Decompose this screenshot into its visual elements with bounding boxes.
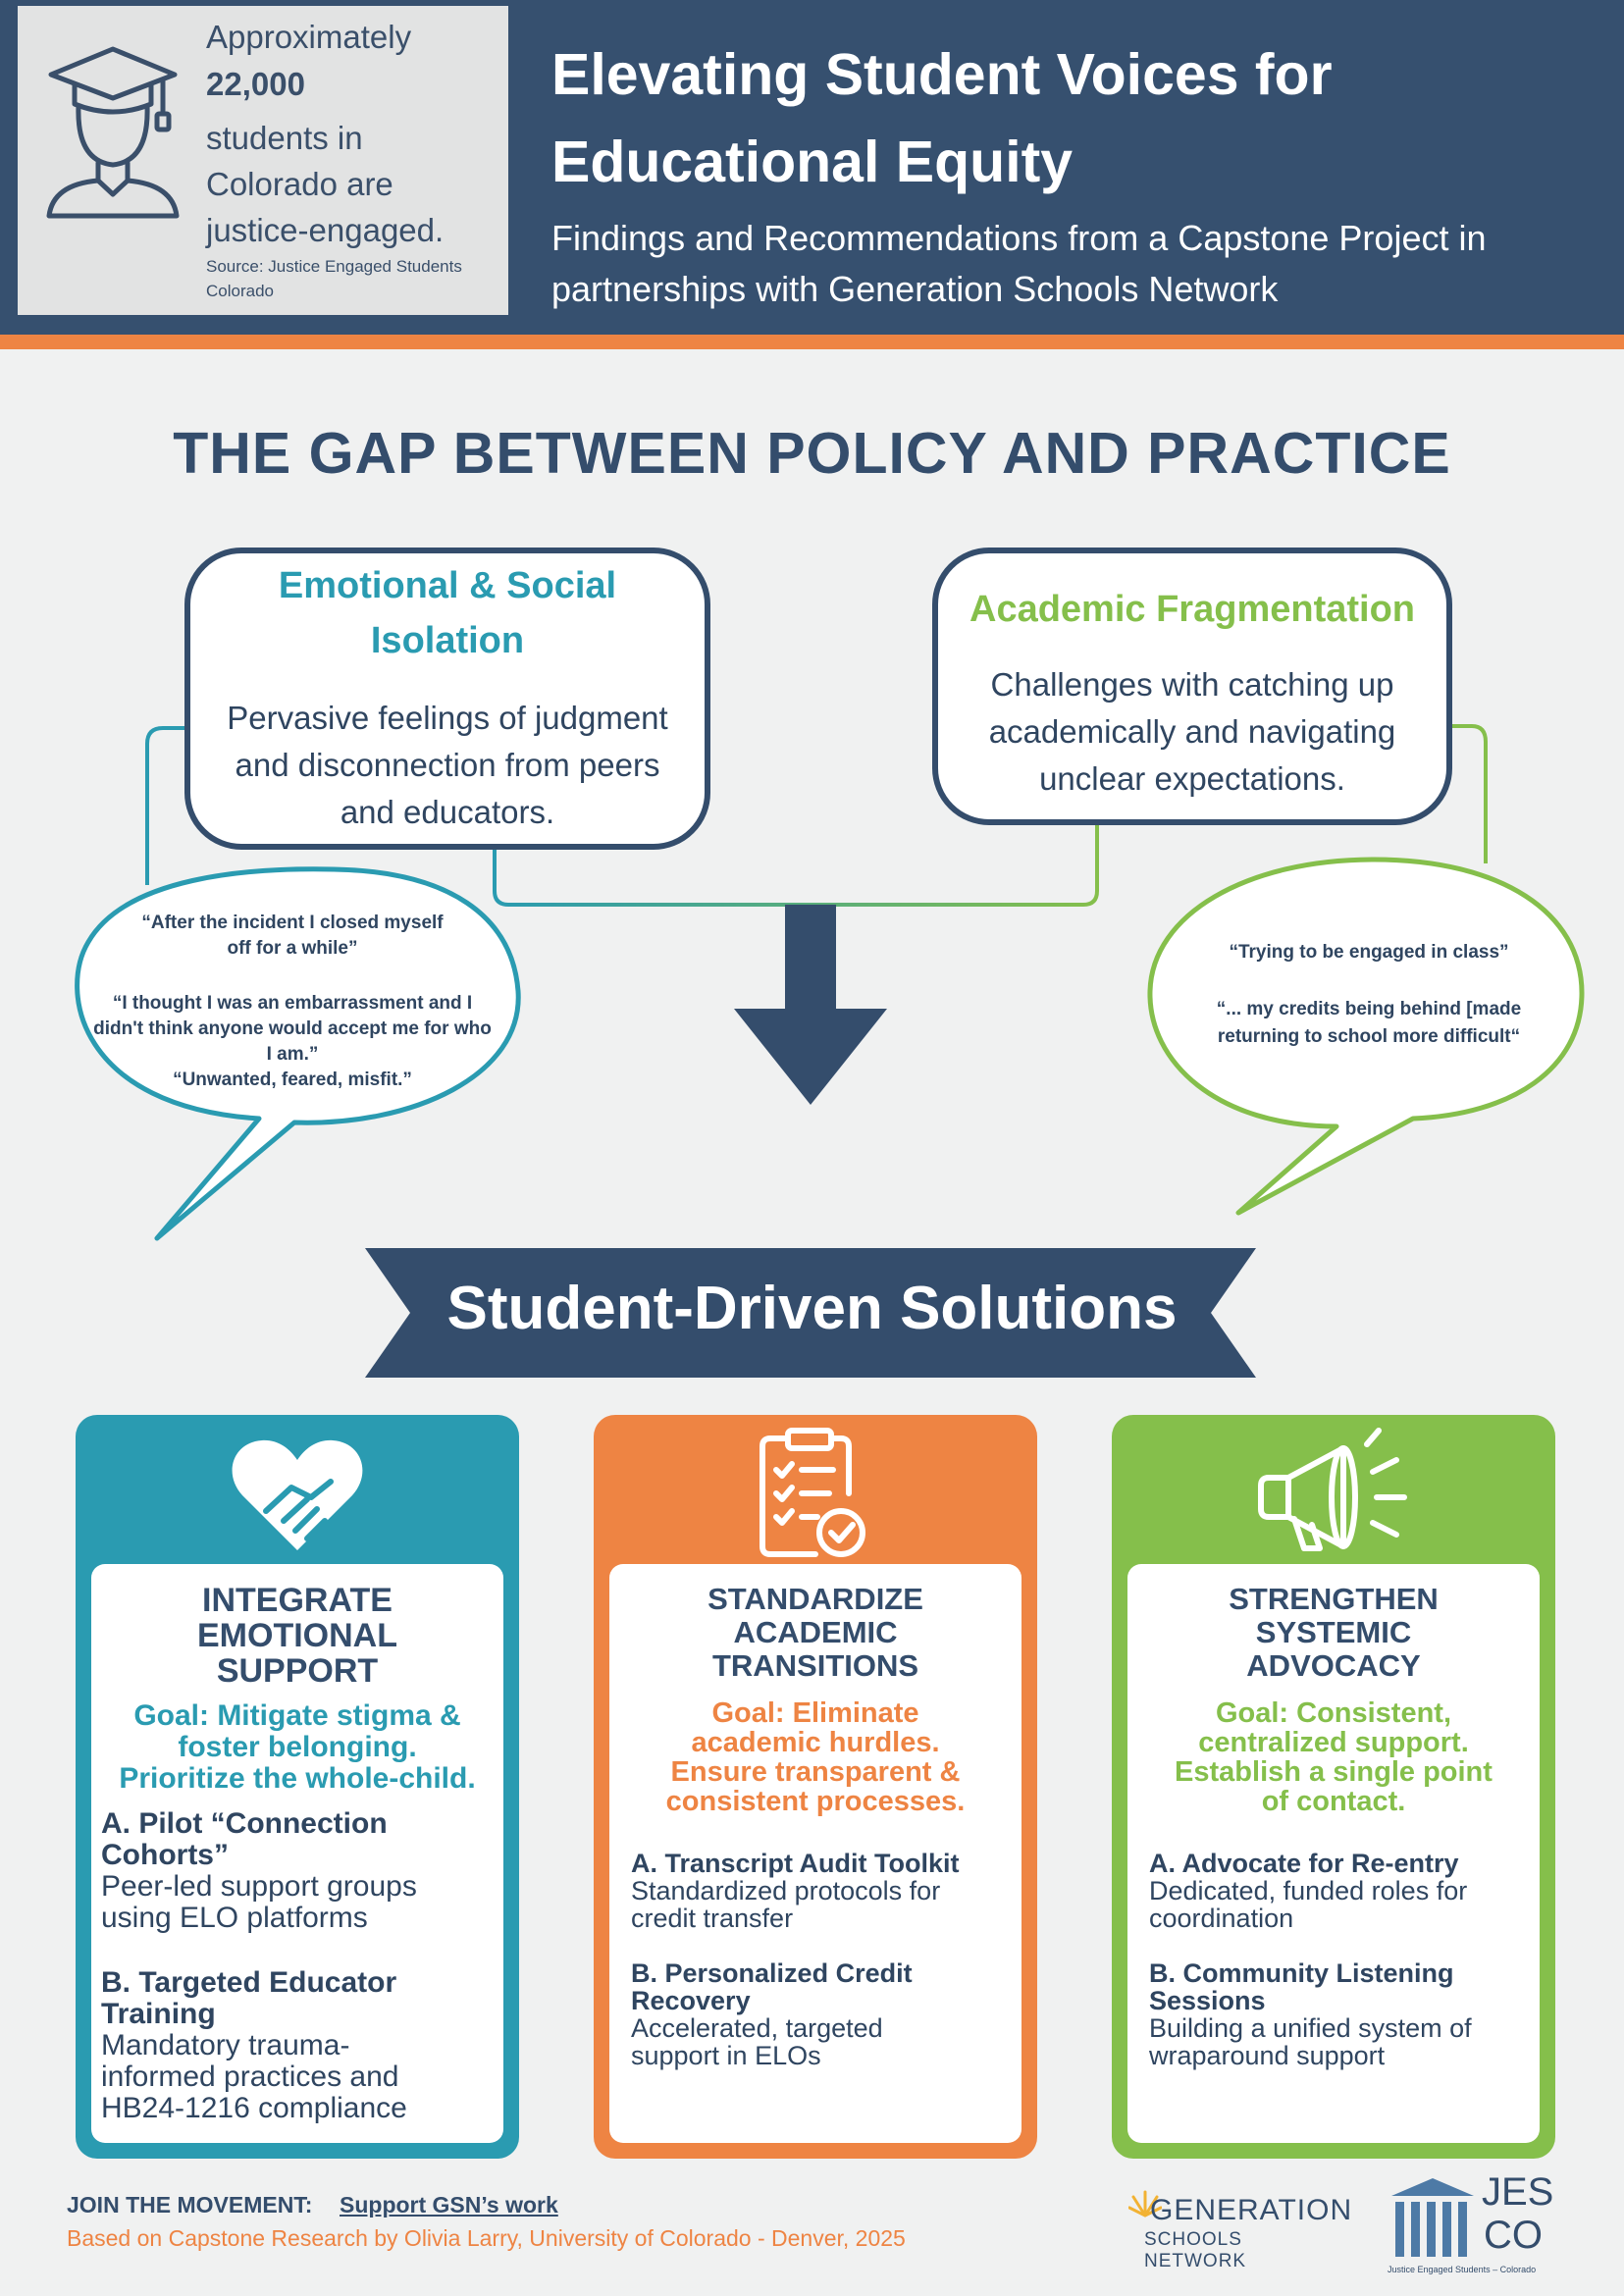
left-quote-1: “After the incident I closed myself (141, 913, 444, 933)
card-academic-fragmentation (932, 548, 1452, 825)
gsn-logo-line-1: GENERATION (1150, 2194, 1353, 2226)
item-b-text-2: support in ELOs (631, 2041, 821, 2070)
solution-goal-line-2: centralized support. (1198, 1727, 1469, 1758)
solution-heading-line-1: STRENGTHEN (1229, 1582, 1439, 1616)
item-b-title-2: Training (101, 1998, 216, 2030)
card-title-line-1: Emotional & Social (278, 565, 617, 606)
jesco-logo-line-1: JES (1482, 2170, 1554, 2214)
solution-heading-line-3: SUPPORT (216, 1652, 379, 1690)
stat-line-5: justice-engaged. (206, 212, 445, 248)
item-b-text-1: Mandatory trauma- (101, 2029, 350, 2061)
support-gsn-link[interactable]: Support GSN’s work (340, 2192, 558, 2218)
solution-heading-line-2: ACADEMIC (733, 1615, 898, 1649)
item-a-text-1: Peer-led support groups (101, 1870, 417, 1903)
left-quote-4: didn't think anyone would accept me for who (93, 1018, 492, 1039)
join-movement-label: JOIN THE MOVEMENT: (67, 2192, 313, 2218)
solution-goal-line-3: Ensure transparent & (670, 1756, 961, 1788)
solution-card-advocacy (1112, 1415, 1555, 2159)
stat-number: 22,000 (206, 66, 305, 102)
down-arrow-icon (734, 905, 887, 1105)
solution-card-body (91, 1564, 503, 2143)
megaphone-icon (1249, 1427, 1416, 1564)
item-a-text-2: coordination (1149, 1904, 1294, 1933)
card-text-line-3: and educators. (340, 794, 555, 830)
card-text-line-1: Challenges with catching up (990, 666, 1394, 703)
item-b-text-1: Accelerated, targeted (631, 2013, 883, 2043)
right-quote-1: “Trying to be engaged in class” (1229, 942, 1509, 963)
solution-goal-line-1: Goal: Eliminate (711, 1697, 919, 1729)
stat-line-3: students in (206, 120, 363, 156)
card-title-line-2: Isolation (370, 620, 525, 661)
stat-line-1: Approximately (206, 19, 412, 55)
solution-heading-line-3: TRANSITIONS (711, 1648, 919, 1683)
right-quote-2: “... my credits being behind [made (1216, 999, 1522, 1019)
stat-source-2: Colorado (206, 282, 274, 300)
research-credit: Based on Capstone Research by Olivia Larry, University of Colorado - Denver, 2025 (67, 2225, 906, 2251)
item-a-text-2: credit transfer (631, 1904, 794, 1933)
solution-goal-line-3: Establish a single point (1175, 1756, 1493, 1788)
gsn-logo-line-2: SCHOOLS NETWORK (1144, 2229, 1247, 2271)
item-a-title-1: A. Transcript Audit Toolkit (631, 1849, 960, 1878)
item-b-title-2: Recovery (631, 1986, 751, 2015)
jesco-tagline: Justice Engaged Students – Colorado (1388, 2265, 1537, 2274)
solution-card-body (609, 1564, 1022, 2143)
page-title-line-2: Educational Equity (551, 130, 1074, 194)
item-b-title-1: B. Community Listening (1149, 1958, 1454, 1988)
subtitle-line-1: Findings and Recommendations from a Capstone Project in (551, 218, 1487, 258)
solution-goal-line-4: of contact. (1261, 1786, 1406, 1817)
solution-goal-line-3: Prioritize the whole-child. (119, 1762, 476, 1795)
solution-heading-line-3: ADVOCACY (1246, 1648, 1421, 1683)
gsn-logo (1128, 2188, 1353, 2271)
item-b-text-3: HB24-1216 compliance (101, 2092, 407, 2124)
item-b-text-1: Building a unified system of (1149, 2013, 1472, 2043)
right-quote-3: returning to school more difficult“ (1217, 1026, 1521, 1047)
card-text-line-2: and disconnection from peers (235, 747, 660, 783)
item-a-title-2: Cohorts” (101, 1839, 229, 1871)
item-b-text-2: informed practices and (101, 2061, 399, 2093)
item-a-text-1: Standardized protocols for (631, 1876, 941, 1905)
solution-heading-line-2: SYSTEMIC (1255, 1615, 1412, 1649)
item-b-title-2: Sessions (1149, 1986, 1266, 2015)
solution-goal-line-1: Goal: Consistent, (1215, 1697, 1452, 1729)
page-title-line-1: Elevating Student Voices for (551, 42, 1333, 107)
gap-heading: THE GAP BETWEEN POLICY AND PRACTICE (173, 421, 1451, 486)
item-b-text-2: wraparound support (1149, 2041, 1386, 2070)
card-emotional-isolation (184, 548, 710, 850)
clipboard-check-icon (751, 1425, 868, 1562)
jesco-logo-line-2: CO (1484, 2214, 1543, 2257)
item-a-title-1: A. Advocate for Re-entry (1149, 1849, 1459, 1878)
solution-heading-line-2: EMOTIONAL (197, 1617, 397, 1654)
item-a-title-1: A. Pilot “Connection (101, 1807, 388, 1840)
solution-goal-line-2: foster belonging. (178, 1731, 417, 1763)
left-quote-5: I am.” (266, 1044, 319, 1065)
item-b-title-1: B. Personalized Credit (631, 1958, 913, 1988)
jesco-logo (1386, 2170, 1560, 2280)
solution-goal-line-1: Goal: Mitigate stigma & (133, 1699, 461, 1732)
stat-source-1: Source: Justice Engaged Students (206, 257, 462, 276)
solution-heading-line-1: STANDARDIZE (707, 1582, 923, 1616)
item-a-text-1: Dedicated, funded roles for (1149, 1876, 1468, 1905)
solution-goal-line-4: consistent processes. (665, 1786, 966, 1817)
item-a-text-2: using ELO platforms (101, 1902, 368, 1934)
left-quote-2: off for a while” (227, 938, 358, 959)
building-icon (1388, 2174, 1478, 2261)
heart-handshake-icon (229, 1435, 366, 1556)
left-quote-6: “Unwanted, feared, misfit.” (173, 1070, 412, 1090)
subtitle-line-2: partnerships with Generation Schools Network (551, 269, 1279, 309)
solution-goal-line-2: academic hurdles. (691, 1727, 940, 1758)
card-text-line-1: Pervasive feelings of judgment (227, 700, 668, 736)
card-title: Academic Fragmentation (969, 589, 1415, 630)
solution-card-academic (594, 1415, 1037, 2159)
solution-card-body (1127, 1564, 1540, 2143)
solution-heading-line-1: INTEGRATE (202, 1582, 393, 1619)
card-text-line-2: academically and navigating (988, 713, 1396, 750)
solutions-banner-text: Student-Driven Solutions (446, 1275, 1178, 1342)
card-text-line-3: unclear expectations. (1039, 760, 1345, 797)
solution-card-emotional (76, 1415, 519, 2159)
left-quote-3: “I thought I was an embarrassment and I (112, 993, 473, 1014)
stat-line-4: Colorado are (206, 166, 393, 202)
item-b-title-1: B. Targeted Educator (101, 1966, 397, 1999)
